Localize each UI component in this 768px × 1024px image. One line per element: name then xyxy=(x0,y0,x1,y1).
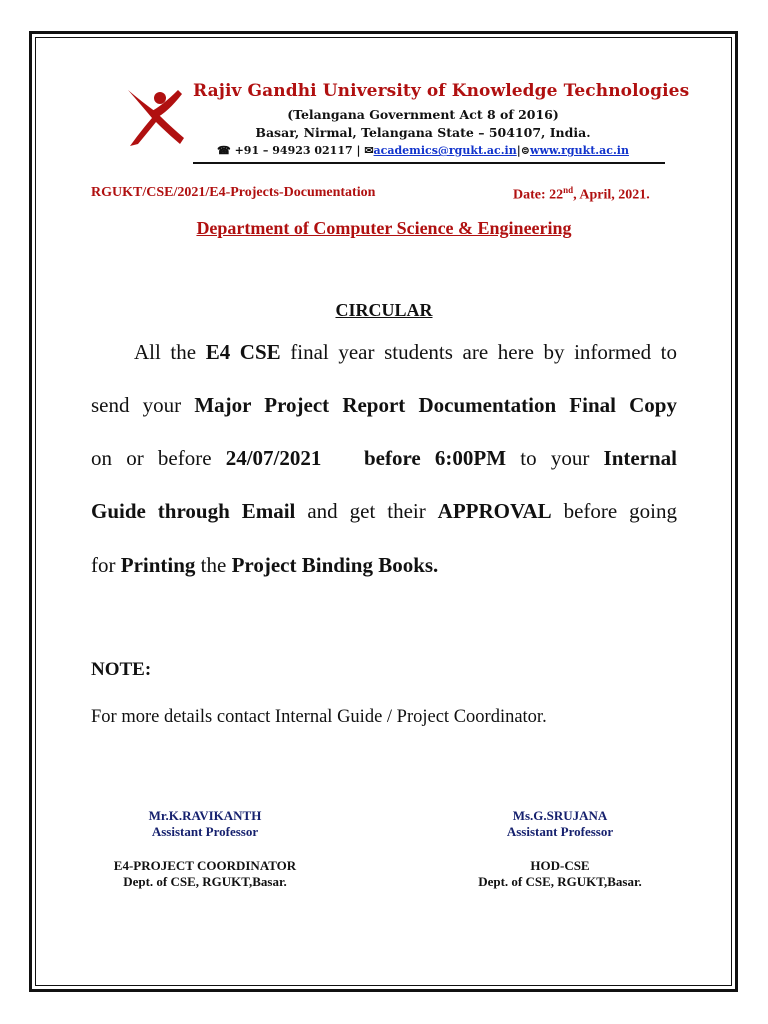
signatory-name: Mr.K.RAVIKANTH xyxy=(148,808,262,823)
date-suffix: nd xyxy=(563,185,574,195)
university-address: Basar, Nirmal, Telangana State – 504107, India. xyxy=(255,125,591,140)
date-rest: , April, 2021. xyxy=(573,187,650,203)
reference-number: RGUKT/CSE/2021/E4-Projects-Documentation xyxy=(91,185,376,200)
contact-line: ☎ +91 – 94923 02117 | ✉academics@rgukt.ac.in|⊜www.rgukt.ac.in xyxy=(217,144,629,157)
body-bold: Printing xyxy=(120,553,196,577)
body-line-2 xyxy=(91,393,677,418)
note-heading: NOTE: xyxy=(91,659,152,680)
body-text: for xyxy=(91,553,121,577)
website-link[interactable]: www.rgukt.ac.in xyxy=(529,144,629,157)
note-text: For more details contact Internal Guide / Project Coordinator. xyxy=(91,707,547,727)
body-text: and get their xyxy=(295,499,438,523)
email-link[interactable]: academics@rgukt.ac.in xyxy=(373,144,517,157)
body-line-4 xyxy=(91,499,677,524)
body-bold: Guide through Email xyxy=(91,499,296,523)
body-text: on or before xyxy=(91,446,226,470)
header-divider xyxy=(193,162,665,164)
globe-icon: ⊜ xyxy=(520,144,530,157)
phone-number: +91 – 94923 02117 | xyxy=(234,144,361,157)
body-text: the xyxy=(195,553,232,577)
body-text: All the xyxy=(134,340,206,364)
body-line-5 xyxy=(91,553,677,578)
signatory-hod xyxy=(440,808,680,890)
signatory-designation: Assistant Professor xyxy=(151,824,259,839)
body-bold: Major Project Report Documentation Final Copy xyxy=(194,393,677,417)
circular-title: CIRCULAR xyxy=(335,300,433,320)
signatory-designation: Assistant Professor xyxy=(506,824,614,839)
body-text: send your xyxy=(91,393,195,417)
university-logo xyxy=(122,84,186,148)
body-text: final year students are here by informed to xyxy=(280,340,677,364)
signatory-name: Ms.G.SRUJANA xyxy=(512,808,608,823)
mail-icon: ✉ xyxy=(364,144,374,157)
date-prefix: Date: 22 xyxy=(513,187,564,203)
circular-date xyxy=(513,185,650,204)
signatory-dept: Dept. of CSE, RGUKT,Basar. xyxy=(123,874,287,889)
signatory-dept: Dept. of CSE, RGUKT,Basar. xyxy=(478,874,642,889)
university-name: Rajiv Gandhi University of Knowledge Technologies xyxy=(193,81,690,101)
body-line-1 xyxy=(134,340,677,365)
signatory-coordinator xyxy=(80,808,330,890)
body-bold: 24/07/2021 xyxy=(225,446,322,470)
body-bold: Project Binding Books. xyxy=(231,553,439,577)
body-text: before going xyxy=(551,499,677,523)
phone-icon: ☎ xyxy=(217,144,231,157)
body-bold: Internal xyxy=(603,446,678,470)
department-title: Department of Computer Science & Engineering xyxy=(196,218,572,238)
university-act: (Telangana Government Act 8 of 2016) xyxy=(287,107,559,122)
body-line-3 xyxy=(91,446,677,471)
signatory-role: E4-PROJECT COORDINATOR xyxy=(113,858,297,873)
body-text: to your xyxy=(506,446,604,470)
body-bold: E4 CSE xyxy=(205,340,281,364)
signatory-role: HOD-CSE xyxy=(530,858,590,873)
body-bold: APPROVAL xyxy=(437,499,552,523)
body-bold: before 6:00PM xyxy=(363,446,507,470)
